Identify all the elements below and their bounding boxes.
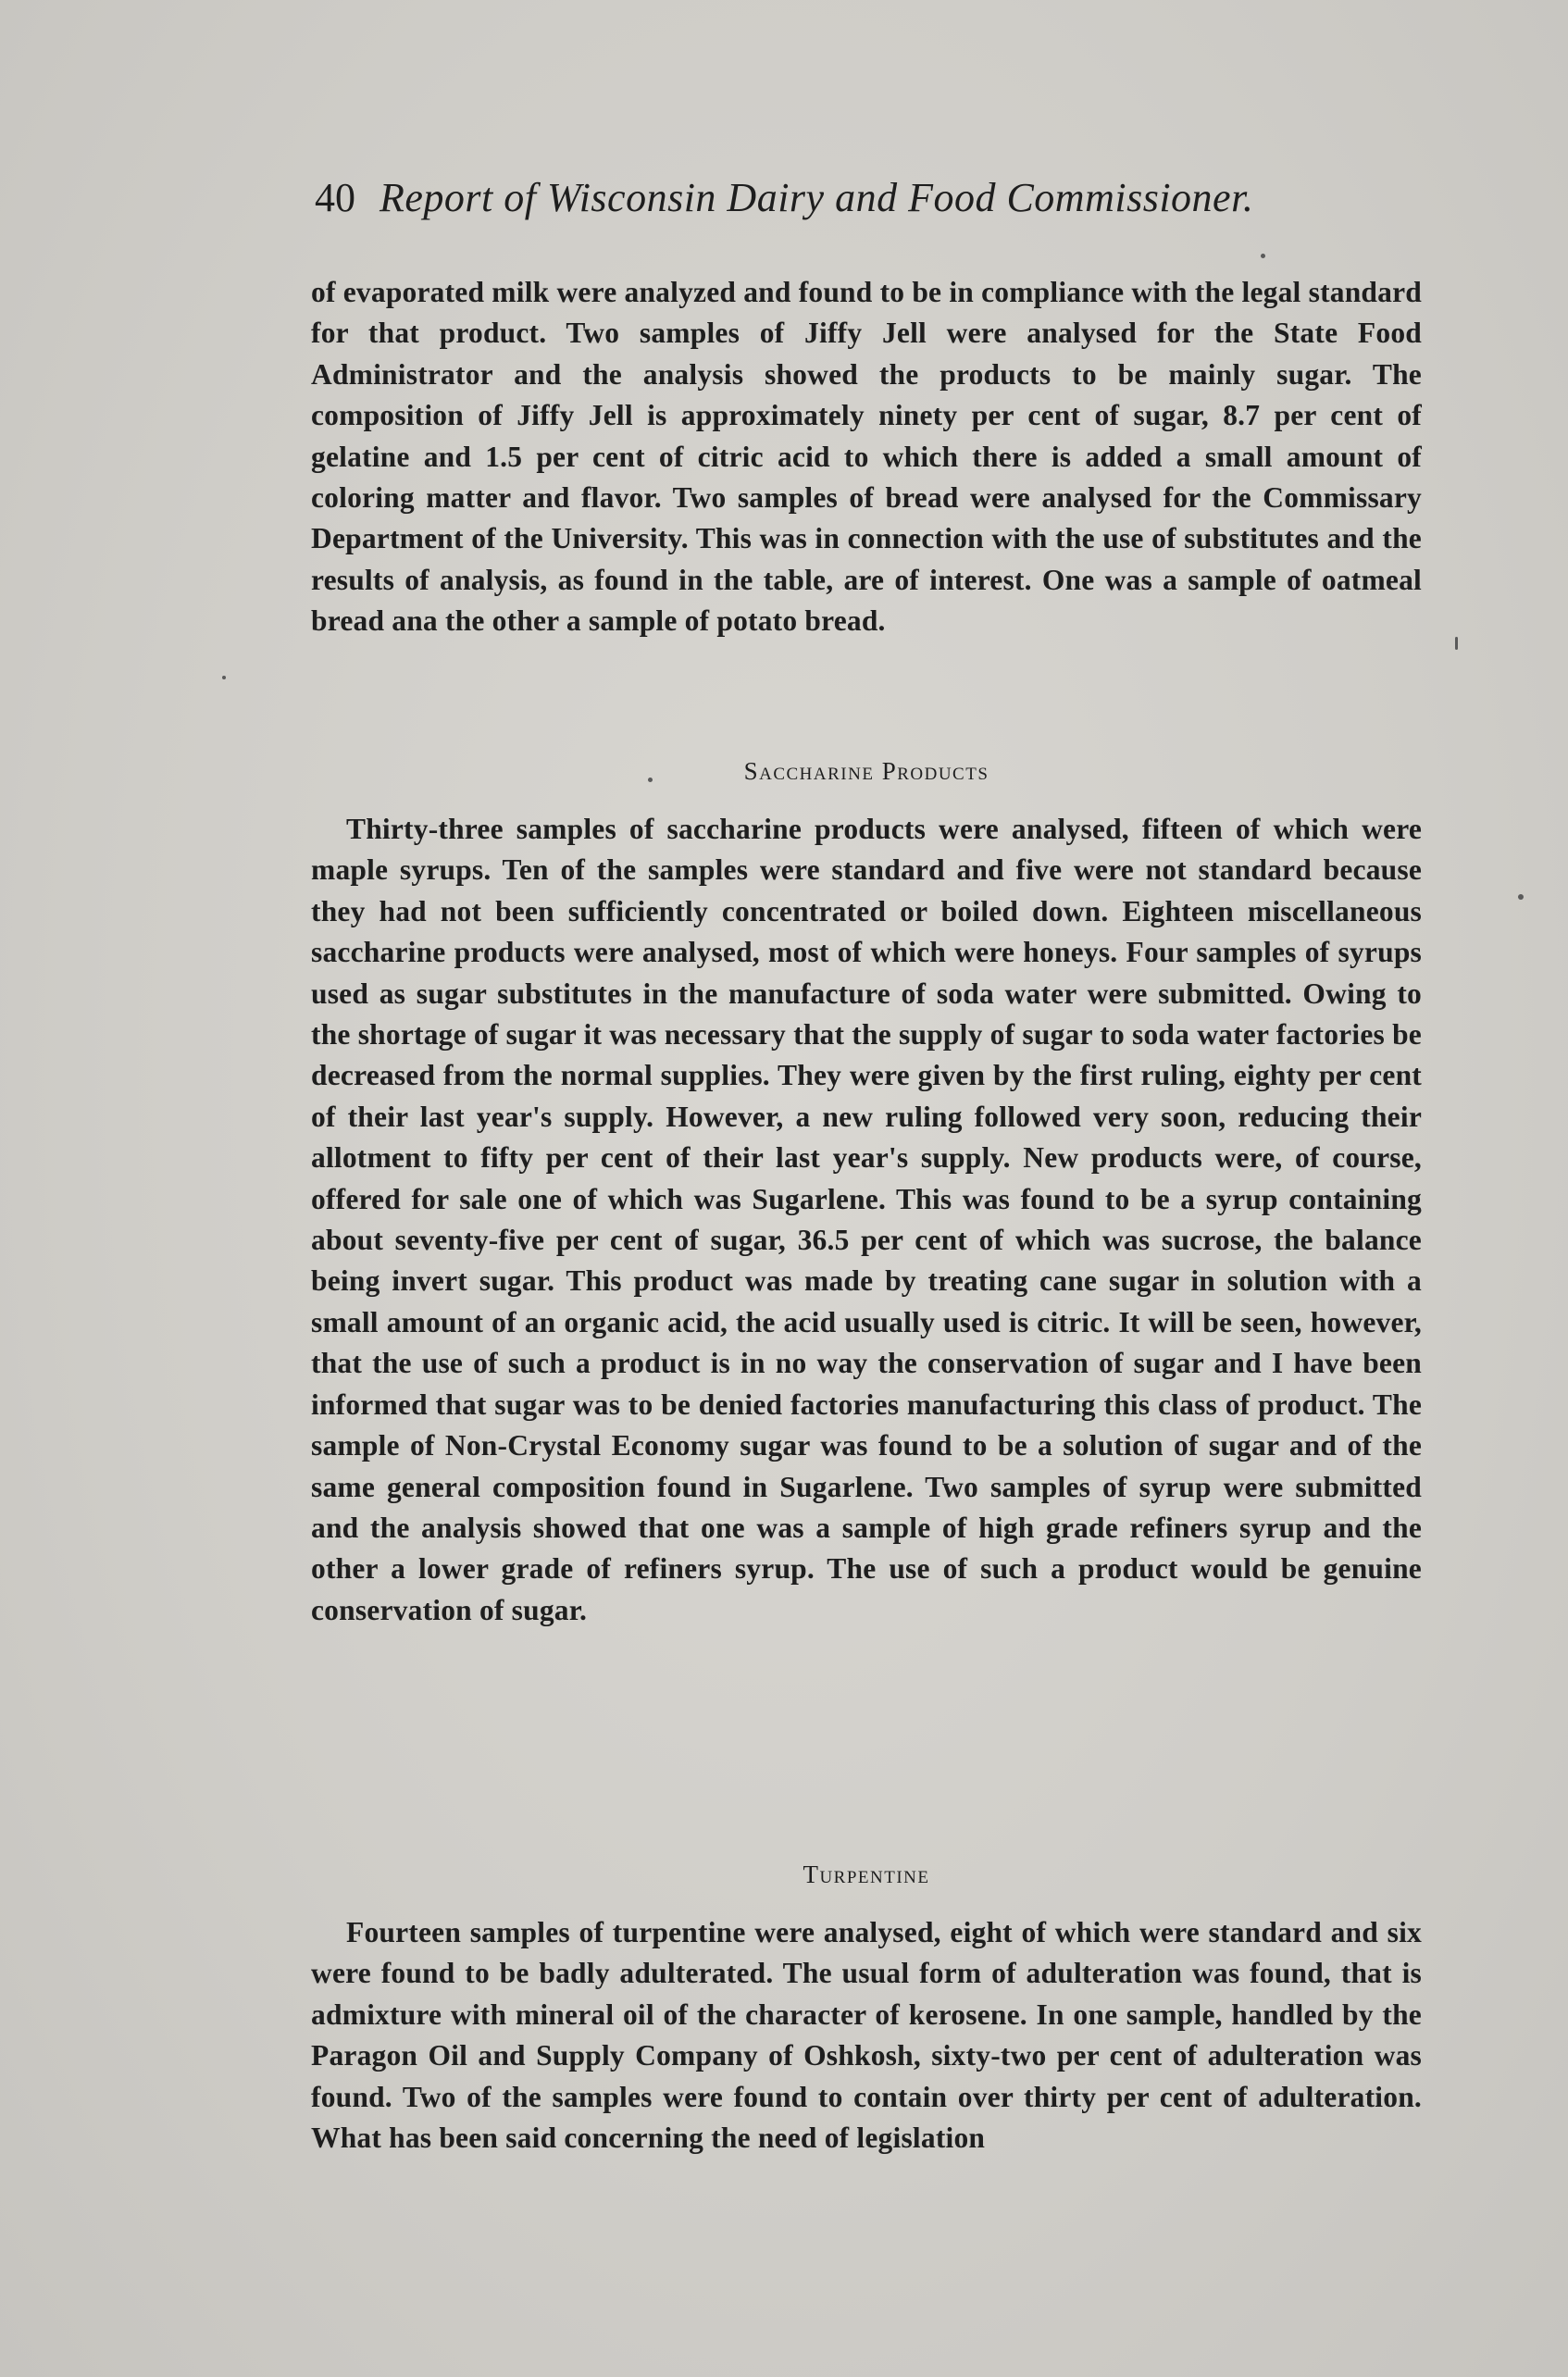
print-speck (1261, 254, 1265, 258)
print-speck (1455, 637, 1458, 650)
print-speck (222, 676, 226, 679)
page-header (315, 174, 1333, 221)
page-number: 40 (315, 175, 355, 220)
section-heading-saccharine-products: Saccharine Products (743, 757, 989, 785)
print-speck (648, 778, 653, 782)
section-heading-turpentine: Turpentine (803, 1861, 930, 1888)
paragraph-turpentine (311, 1912, 1422, 2159)
paragraph-intro (311, 272, 1422, 642)
paragraph-text: Fourteen samples of turpentine were analysed, eight of which were standard and six were found to be badly adulterated. The usual form of adulteration was found, that is admixture with mineral oil of the character of kerosene. In one sample, handled by the Paragon Oil and Supply Company of Oshkosh, sixty-two per cent of adulteration was found. Two of the samples were found to contain over thirty per cent of adulteration. What has been said concerning the need of legislation (311, 1916, 1422, 2155)
paragraph-text: Thirty-three samples of saccharine products were analysed, fifteen of which were maple syrups. Ten of the samples were standard and five were not standard because they had not been sufficiently concentrated or boiled down. Eighteen miscellaneous saccharine products were analysed, most of which were honeys. Four samples of syrups used as sugar substitutes in the manufacture of soda water were submitted. Owing to the shortage of sugar it was necessary that the supply of sugar to soda water factories be decreased from the normal supplies. They were given by the first ruling, eighty per cent of their last year's supply. However, a new ruling followed very soon, reducing their allotment to fifty per cent of their last year's supply. New products were, of course, offered for sale one of which was Sugarlene. This was found to be a syrup containing about seventy-five per cent of sugar, 36.5 per cent of which was sucrose, the balance being invert sugar. This product was made by treating cane sugar in solution with a small amount of an organic acid, the acid usually used is citric. It will be seen, however, that the use of such a product is in no way the conservation of sugar and I have been informed that sugar was to be denied factories manufacturing this class of product. The sample of Non-Crystal Economy sugar was found to be a solution of sugar and of the same general composition found in Sugarlene. Two samples of syrup were submitted and the analysis showed that one was a sample of high grade refiners syrup and the other a lower grade of refiners syrup. The use of such a product would be genuine conservation of sugar. (311, 813, 1422, 1626)
running-title: Report of Wisconsin Dairy and Food Commissioner. (380, 175, 1254, 220)
paragraph-saccharine (311, 809, 1422, 1631)
print-speck (1518, 894, 1524, 900)
paragraph-text: of evaporated milk were analyzed and found to be in compliance with the legal standard for that product. Two samples of Jiffy Jell were analysed for the State Food Administrator and the analysis showed the products to be mainly sugar. The composition of Jiffy Jell is approximately ninety per cent of sugar, 8.7 per cent of gelatine and 1.5 per cent of citric acid to which there is added a small amount of coloring matter and flavor. Two samples of bread were analysed for the Commissary Department of the University. This was in connection with the use of substitutes and the results of analysis, as found in the table, are of interest. One was a sample of oatmeal bread ana the other a sample of potato bread. (311, 276, 1422, 638)
